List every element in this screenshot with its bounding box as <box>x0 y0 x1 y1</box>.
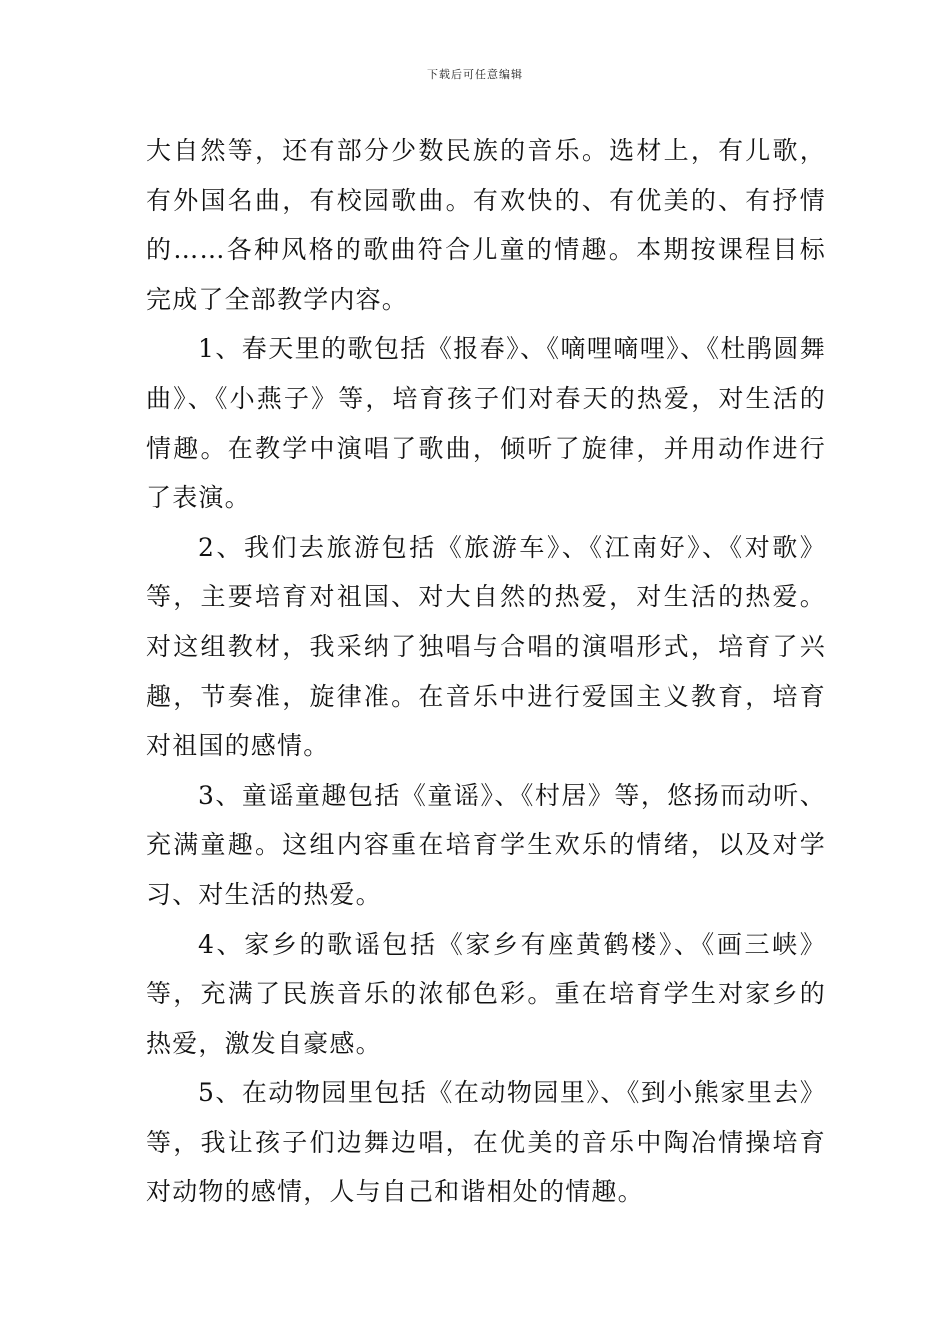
paragraph-intro: 大自然等，还有部分少数民族的音乐。选材上，有儿歌，有外国名曲，有校园歌曲。有欢快的、有优美的、有抒情的……各种风格的歌曲符合儿童的情趣。本期按课程目标完成了全部教学内容。 <box>146 136 826 314</box>
paragraph-item-2: 2、我们去旅游包括《旅游车》、《江南好》、《对歌》等，主要培育对祖国、对大自然的热爱，对生活的热爱。对这组教材，我采纳了独唱与合唱的演唱形式，培育了兴趣，节奏准，旋律准。在音乐中进行爱国主义教育，培育对祖国的感情。 <box>146 532 826 761</box>
paragraph-item-1: 1、春天里的歌包括《报春》、《嘀哩嘀哩》、《杜鹃圆舞曲》、《小燕子》等，培育孩子们对春天的热爱，对生活的情趣。在教学中演唱了歌曲，倾听了旋律，并用动作进行了表演。 <box>146 334 826 513</box>
paragraph-item-4: 4、家乡的歌谣包括《家乡有座黄鹤楼》、《画三峡》等，充满了民族音乐的浓郁色彩。重在培育学生对家乡的热爱，激发自豪感。 <box>146 929 826 1058</box>
paragraph-item-5: 5、在动物园里包括《在动物园里》、《到小熊家里去》等，我让孩子们边舞边唱，在优美的音乐中陶冶情操培育对动物的感情，人与自己和谐相处的情趣。 <box>146 1078 826 1207</box>
document-body <box>146 126 826 1217</box>
page-header: 下载后可任意编辑 <box>427 68 523 81</box>
paragraph-item-3: 3、童谣童趣包括《童谣》、《村居》等，悠扬而动听、充满童趣。这组内容重在培育学生欢乐的情绪，以及对学习、对生活的热爱。 <box>146 780 826 909</box>
